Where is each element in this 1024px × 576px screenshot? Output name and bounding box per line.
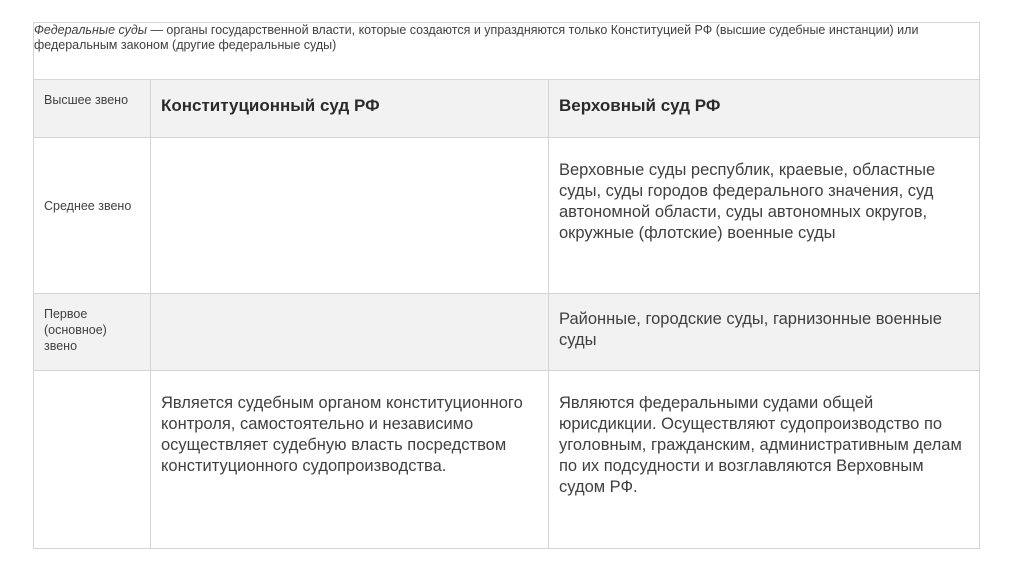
courts-table — [33, 22, 980, 549]
first-supreme-text: Районные, городские суды, гарнизонные военные суды — [559, 310, 942, 349]
middle-supreme-text: Верховные суды республик, краевые, областные суды, суды городов федерального значения, суд автономной области, суды автономных округов, окружные (флотские) военные суды — [559, 161, 936, 242]
first-level-row — [34, 294, 980, 371]
desc-constitutional-cell — [151, 371, 549, 549]
first-constitutional-text — [151, 294, 548, 309]
middle-constitutional-cell — [151, 138, 549, 294]
level-top-cell — [34, 80, 151, 138]
column-header-constitutional-label: Конституционный суд РФ — [161, 96, 380, 115]
level-first-cell — [34, 294, 151, 371]
first-supreme-cell — [549, 294, 980, 371]
first-constitutional-cell — [151, 294, 549, 371]
level-top-label: Высшее звено — [44, 93, 129, 107]
level-middle-cell — [34, 138, 151, 294]
intro-cell — [34, 23, 980, 80]
description-empty-cell — [34, 371, 151, 549]
intro-row — [34, 23, 980, 80]
column-header-constitutional — [151, 80, 549, 138]
desc-constitutional-text: Является судебным органом конституционного контроля, самостоятельно и независимо осуществляет судебную власть посредством конституционного судопроизводства. — [161, 394, 523, 475]
header-row — [34, 80, 980, 138]
desc-supreme-cell — [549, 371, 980, 549]
level-first-label: Первое (основное) звено — [44, 307, 107, 353]
middle-supreme-cell — [549, 138, 980, 294]
middle-constitutional-text — [151, 138, 548, 160]
middle-level-row — [34, 138, 980, 294]
column-header-supreme-label: Верховный суд РФ — [559, 96, 721, 115]
intro-term: Федеральные суды — [34, 23, 147, 37]
description-row — [34, 371, 980, 549]
intro-definition: — органы государственной власти, которые создаются и упраздняются только Конституцией РФ (высшие судебные инстанции) или федеральным законом (другие федеральные суды) — [34, 23, 919, 52]
level-middle-label: Среднее звено — [44, 199, 132, 213]
column-header-supreme — [549, 80, 980, 138]
desc-supreme-text: Являются федеральными судами общей юрисдикции. Осуществляют судопроизводство по уголовным, гражданским, административным делам по их подсудности и возглавляются Верховным судом РФ. — [559, 394, 962, 496]
